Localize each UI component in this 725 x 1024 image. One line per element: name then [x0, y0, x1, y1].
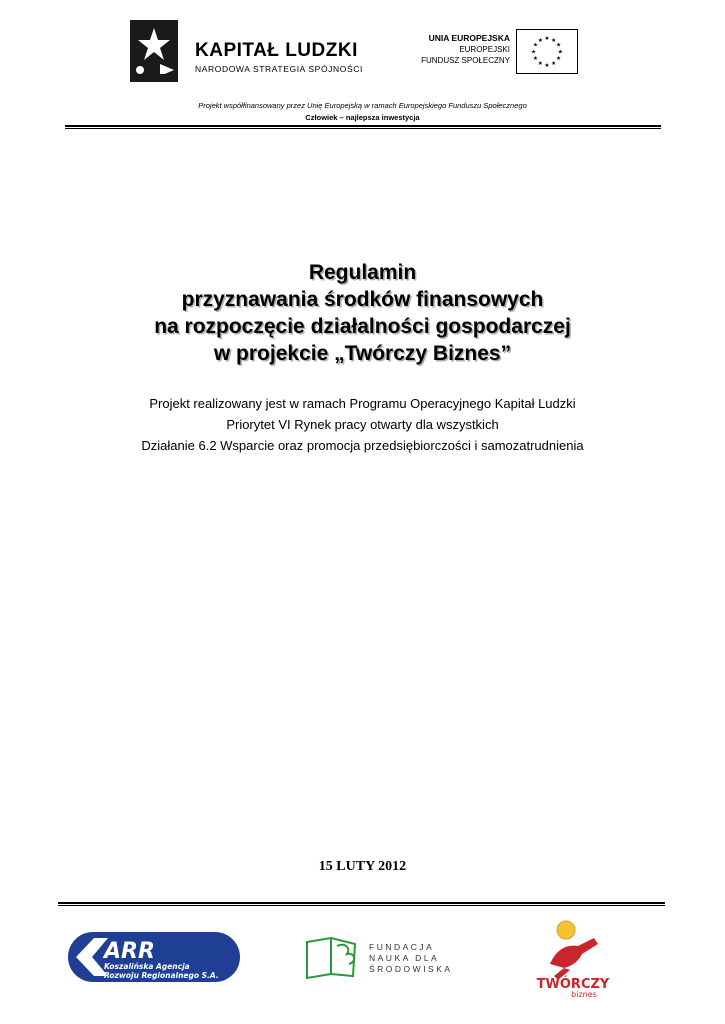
eu-star-icon: ★	[555, 56, 562, 63]
biznes-word: biznes	[571, 990, 597, 999]
eu-label-line1: UNIA EUROPEJSKA	[428, 33, 510, 43]
eu-star-icon: ★	[532, 42, 539, 49]
eu-star-icon: ★	[537, 60, 543, 67]
fundacja-line3: ŚRODOWISKA	[369, 964, 453, 974]
motto: Człowiek – najlepsza inwestycja	[305, 113, 420, 122]
footer-divider-thin	[58, 905, 665, 906]
tworczy-word: TWÓRCZY	[536, 977, 610, 992]
project-description	[0, 393, 725, 456]
arr-line1: Koszalińska Agencja	[104, 962, 190, 971]
title-line-2: przyznawania środków finansowych	[181, 288, 544, 311]
header-divider-thin	[65, 128, 661, 129]
description-line-2: Priorytet VI Rynek pracy otwarty dla wszystkich	[226, 417, 499, 432]
eu-star-icon: ★	[555, 42, 562, 49]
document-date: 15 LUTY 2012	[318, 859, 407, 874]
eu-star-icon: ★	[557, 49, 563, 56]
eu-star-icon: ★	[531, 49, 537, 56]
description-line-1: Projekt realizowany jest w ramach Programu Operacyjnego Kapitał Ludzki	[149, 396, 576, 411]
arr-line2: Rozwoju Regionalnego S.A.	[104, 971, 219, 980]
eu-star-icon: ★	[532, 56, 539, 63]
title-line-4: w projekcie „Twórczy Biznes”	[213, 342, 512, 365]
tworczy-biznes-figure-icon	[532, 916, 614, 1000]
eu-label	[400, 33, 510, 66]
eu-star-icon: ★	[551, 37, 557, 44]
fundacja-name	[369, 942, 453, 975]
title-line-1: Regulamin	[308, 261, 417, 284]
eu-star-icon: ★	[544, 62, 550, 69]
eu-star-icon: ★	[551, 60, 557, 67]
title-line-3: na rozpoczęcie działalności gospodarczej	[154, 315, 571, 338]
eu-label-line3: FUNDUSZ SPOŁECZNY	[421, 56, 510, 65]
description-line-3: Działanie 6.2 Wsparcie oraz promocja przedsiębiorczości i samozatrudnienia	[141, 438, 584, 453]
kapital-ludzki-title: KAPITAŁ LUDZKI	[195, 40, 358, 61]
eu-flag-icon	[516, 29, 578, 74]
eu-star-icon: ★	[544, 36, 550, 43]
arr-mark: ARR	[104, 939, 155, 964]
eu-star-icon: ★	[537, 37, 543, 44]
document-title	[0, 259, 725, 367]
cofinancing-note: Projekt współfinansowany przez Unię Europejską w ramach Europejskiego Funduszu Społecznego	[198, 101, 527, 110]
kapital-ludzki-subtitle: NARODOWA STRATEGIA SPÓJNOŚCI	[195, 64, 363, 74]
arr-logo-icon	[68, 930, 240, 984]
eu-label-line2: EUROPEJSKI	[459, 45, 510, 54]
fundacja-line2: NAUKA DLA	[369, 953, 440, 963]
footer-divider	[58, 902, 665, 904]
fundacja-line1: FUNDACJA	[369, 942, 435, 952]
header-divider	[65, 125, 661, 127]
